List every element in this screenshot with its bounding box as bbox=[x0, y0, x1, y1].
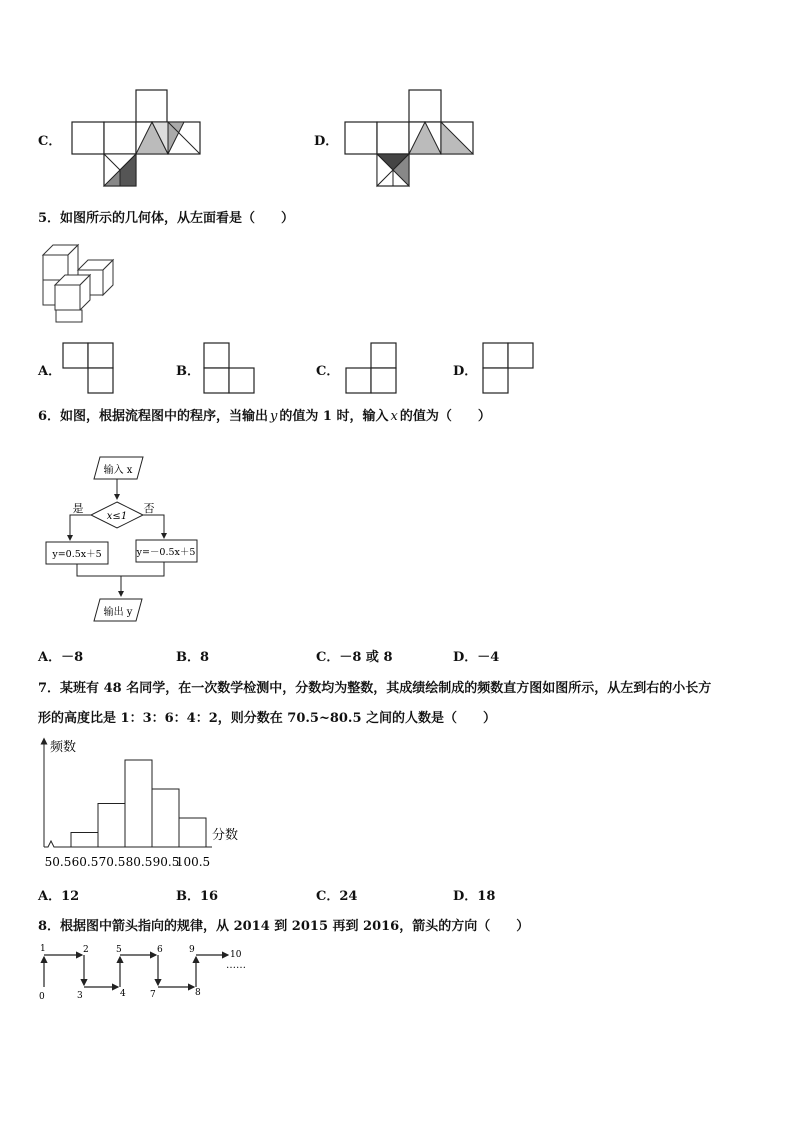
histogram-tick-label: 50.5 bbox=[44, 855, 72, 869]
q8-arrow-pattern bbox=[36, 940, 251, 1002]
flow-right-formula: y=－0.5x＋5 bbox=[136, 547, 196, 558]
pattern-num-8: 8 bbox=[195, 988, 201, 998]
q5-option-b: B． bbox=[176, 364, 200, 379]
pattern-num-9: 9 bbox=[189, 945, 195, 955]
histogram-bar bbox=[125, 760, 152, 847]
pattern-num-4: 4 bbox=[120, 989, 126, 999]
histogram-bar bbox=[71, 833, 98, 848]
q7-option-b: B．16 bbox=[176, 889, 219, 904]
histogram-tick-label: 100.5 bbox=[175, 855, 211, 869]
q8-stem: 8．根据图中箭头指向的规律，从 2014 到 2015 再到 2016，箭头的方向（ ） bbox=[38, 919, 530, 934]
pattern-num-6: 6 bbox=[157, 945, 163, 955]
pattern-num-7: 7 bbox=[150, 990, 156, 1000]
q7-option-d: D．18 bbox=[453, 889, 496, 904]
flow-yes-label: 是 bbox=[72, 502, 84, 515]
pattern-ellipsis: …… bbox=[226, 960, 246, 971]
q6-option-a: A．－8 bbox=[38, 650, 84, 665]
x-axis-label: 分数 bbox=[212, 828, 239, 843]
q5-option-d: D． bbox=[453, 364, 478, 379]
histogram-bar bbox=[179, 818, 206, 847]
q6-option-b: B．8 bbox=[176, 650, 210, 665]
q6-flowchart bbox=[40, 450, 215, 630]
q7-option-a: A．12 bbox=[38, 889, 80, 904]
y-axis-label: 频数 bbox=[50, 740, 77, 755]
q7-stem-line2: 形的高度比是 1：3：6：4：2，则分数在 70.5~80.5 之间的人数是（ ） bbox=[38, 711, 497, 726]
q5-option-d-figure bbox=[482, 342, 537, 397]
q5-stem: 5．如图所示的几何体，从左面看是（ ） bbox=[38, 211, 295, 226]
pattern-num-5: 5 bbox=[116, 945, 122, 955]
flow-input-text: 输入 x bbox=[103, 465, 133, 476]
q6-option-d: D．－4 bbox=[453, 650, 500, 665]
q4-option-d-label: D． bbox=[314, 134, 339, 149]
q5-option-c: C． bbox=[316, 364, 340, 379]
histogram-bar bbox=[98, 804, 125, 848]
q7-stem-line1: 7．某班有 48 名同学，在一次数学检测中，分数均为整数，其成绩绘制成的频数直方图如图所示，从左到右的小长方 bbox=[38, 681, 712, 696]
pattern-num-10: 10 bbox=[230, 950, 242, 960]
flow-left-formula: y=0.5x＋5 bbox=[52, 549, 102, 560]
pattern-num-2: 2 bbox=[83, 945, 89, 955]
histogram-tick-label: 90.5 bbox=[152, 855, 180, 869]
q4-option-c-net bbox=[60, 85, 210, 195]
q5-option-b-figure bbox=[203, 342, 258, 397]
pattern-num-3: 3 bbox=[77, 991, 83, 1001]
flow-output-text: 输出 y bbox=[103, 607, 133, 618]
q5-option-a: A． bbox=[38, 364, 62, 379]
q6-stem: 6．如图，根据流程图中的程序，当输出 y 的值为 1 时，输入 x 的值为（ ） bbox=[38, 409, 491, 424]
histogram-tick-label: 60.5 bbox=[71, 855, 99, 869]
flow-condition-text: x≤1 bbox=[106, 511, 128, 522]
q4-option-c-label: C． bbox=[38, 134, 62, 149]
flow-no-label: 否 bbox=[143, 502, 155, 515]
pattern-num-1: 1 bbox=[40, 944, 46, 954]
q5-option-a-figure bbox=[62, 342, 117, 397]
q4-option-d-net bbox=[335, 85, 485, 195]
q7-option-c: C．24 bbox=[316, 889, 358, 904]
q5-solid-figure bbox=[38, 240, 118, 330]
q6-option-c: C．－8 或 8 bbox=[316, 650, 393, 665]
q5-option-c-figure bbox=[345, 342, 400, 397]
pattern-num-0: 0 bbox=[39, 992, 45, 1002]
q7-histogram bbox=[36, 735, 251, 870]
histogram-bar bbox=[152, 789, 179, 847]
histogram-tick-label: 80.5 bbox=[125, 855, 153, 869]
histogram-tick-label: 70.5 bbox=[98, 855, 126, 869]
